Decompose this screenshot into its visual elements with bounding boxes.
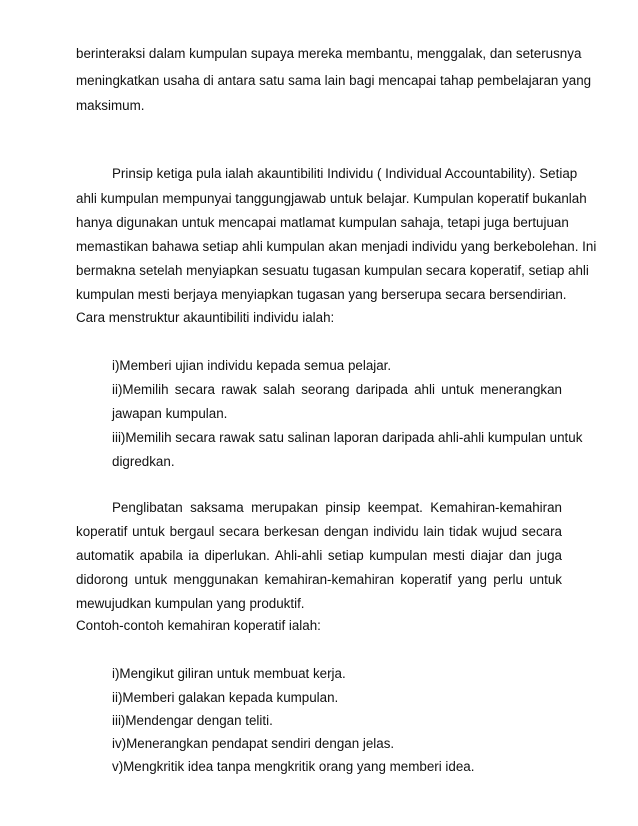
paragraph-line: Contoh-contoh kemahiran koperatif ialah: <box>76 618 321 633</box>
paragraph-line: maksimum. <box>76 98 145 113</box>
list-item: i)Memberi ujian individu kepada semua pelajar. <box>112 358 392 373</box>
list-item: iii)Mendengar dengan teliti. <box>112 713 273 728</box>
list-item: v)Mengkritik idea tanpa mengkritik orang yang memberi idea. <box>112 759 475 774</box>
paragraph-line: kumpulan mesti berjaya menyiapkan tugasan yang berserupa secara bersendirian. <box>76 287 567 302</box>
paragraph-line: ahli kumpulan mempunyai tanggungjawab untuk belajar. Kumpulan koperatif bukanlah <box>76 191 587 206</box>
paragraph-line: bermakna setelah menyiapkan sesuatu tugasan kumpulan secara koperatif, setiap ahli <box>76 263 589 278</box>
paragraph-line: berinteraksi dalam kumpulan supaya mereka membantu, menggalak, dan seterusnya <box>76 46 582 61</box>
paragraph-line: meningkatkan usaha di antara satu sama lain bagi mencapai tahap pembelajaran yang <box>76 73 592 88</box>
list-item-continuation: digredkan. <box>112 454 175 469</box>
list-item: ii)Memberi galakan kepada kumpulan. <box>112 690 339 705</box>
paragraph-line: didorong untuk menggunakan kemahiran-kemahiran koperatif yang perlu untuk <box>76 572 562 587</box>
list-item: iii)Memilih secara rawak satu salinan laporan daripada ahli-ahli kumpulan untuk <box>112 430 583 445</box>
paragraph-line: Penglibatan saksama merupakan pinsip keempat. Kemahiran-kemahiran <box>112 500 562 515</box>
list-item: iv)Menerangkan pendapat sendiri dengan jelas. <box>112 736 395 751</box>
paragraph-line: hanya digunakan untuk mencapai matlamat kumpulan sahaja, tetapi juga bertujuan <box>76 215 569 230</box>
paragraph-line: Prinsip ketiga pula ialah akauntibiliti Individu ( Individual Accountability). Setiap <box>112 166 578 181</box>
paragraph-line: automatik apabila ia diperlukan. Ahli-ahli setiap kumpulan mesti diajar dan juga <box>76 548 562 563</box>
paragraph-line: memastikan bahawa setiap ahli kumpulan akan menjadi individu yang berkebolehan. Ini <box>76 239 597 254</box>
paragraph-line: mewujudkan kumpulan yang produktif. <box>76 596 305 611</box>
list-item-continuation: jawapan kumpulan. <box>112 406 228 421</box>
list-item: ii)Memilih secara rawak salah seorang daripada ahli untuk menerangkan <box>112 382 562 397</box>
paragraph-line: Cara menstruktur akauntibiliti individu ialah: <box>76 310 335 325</box>
paragraph-line: koperatif untuk bergaul secara berkesan dengan individu lain tidak wujud secara <box>76 524 562 539</box>
list-item: i)Mengikut giliran untuk membuat kerja. <box>112 666 346 681</box>
